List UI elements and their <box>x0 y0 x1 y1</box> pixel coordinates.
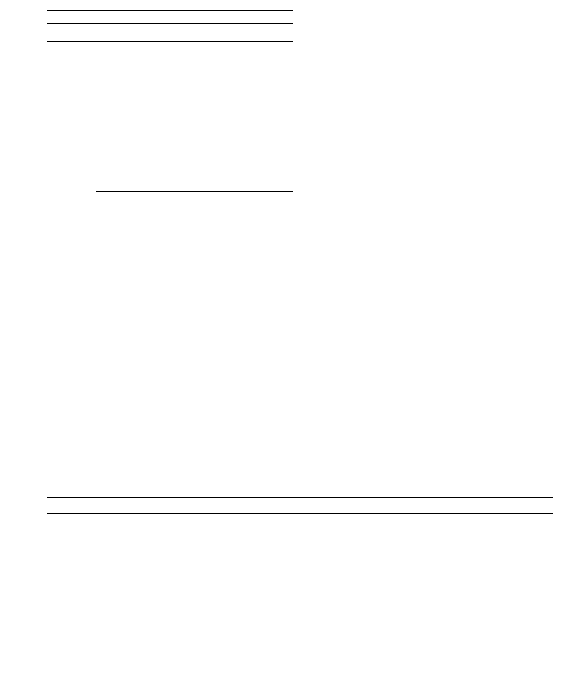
table-cell <box>244 125 293 142</box>
table-cell <box>96 108 145 125</box>
table-header-cell <box>109 498 179 514</box>
table-cell <box>244 58 293 75</box>
table-header-row <box>47 11 293 24</box>
table-cell <box>145 125 194 142</box>
table-cell <box>96 91 145 108</box>
table6-caption-row <box>47 484 553 497</box>
table-header-cell <box>506 498 553 514</box>
table-header-cell <box>319 498 366 514</box>
table-cell <box>96 158 145 175</box>
table-cell <box>96 141 145 158</box>
table-cell <box>244 24 293 42</box>
table-cell <box>145 108 194 125</box>
table-cell <box>145 24 194 42</box>
table-cell <box>96 24 145 42</box>
table-cell <box>145 174 194 191</box>
table-header-cell <box>226 498 273 514</box>
table-cell <box>195 75 244 92</box>
table-header-cell <box>366 498 413 514</box>
table-cell <box>145 91 194 108</box>
table-cell <box>195 125 244 142</box>
table-cell <box>244 174 293 191</box>
left-column <box>47 0 293 192</box>
table-cell <box>195 41 244 58</box>
group-label <box>47 41 96 191</box>
table-cell <box>244 41 293 58</box>
table-cell <box>96 41 145 58</box>
figure-2 <box>305 0 553 170</box>
table-cell <box>195 108 244 125</box>
table-cell <box>145 141 194 158</box>
table-cell <box>195 91 244 108</box>
table-header-cell <box>195 11 244 24</box>
table-cell <box>96 125 145 142</box>
line-chart <box>305 0 553 170</box>
table-cell <box>96 75 145 92</box>
table-cell <box>195 58 244 75</box>
table-cell <box>145 158 194 175</box>
table-row <box>47 24 293 42</box>
table-cell <box>195 141 244 158</box>
table-header-cell <box>460 498 507 514</box>
table-header-cell <box>244 11 293 24</box>
table-cell <box>96 58 145 75</box>
table-header-cell <box>179 498 226 514</box>
table-cell <box>244 141 293 158</box>
table-header-cell <box>47 11 96 24</box>
table-cell <box>145 75 194 92</box>
table-cell <box>244 91 293 108</box>
table-row <box>47 41 293 58</box>
table-cell <box>195 174 244 191</box>
table-cell <box>145 41 194 58</box>
table6 <box>47 497 553 514</box>
table-header-cell <box>96 11 145 24</box>
table6-block <box>47 484 553 514</box>
table-header-cell <box>47 498 109 514</box>
table-header-row <box>47 498 553 514</box>
table-header-cell <box>145 11 194 24</box>
table-header-cell <box>413 498 460 514</box>
table-cell <box>195 24 244 42</box>
group-label <box>47 24 96 42</box>
table-cell <box>145 58 194 75</box>
table5 <box>47 10 293 192</box>
table-cell <box>244 75 293 92</box>
table-header-cell <box>273 498 320 514</box>
table-cell <box>244 108 293 125</box>
table-cell <box>195 158 244 175</box>
table-cell <box>244 158 293 175</box>
table-cell <box>96 174 145 191</box>
